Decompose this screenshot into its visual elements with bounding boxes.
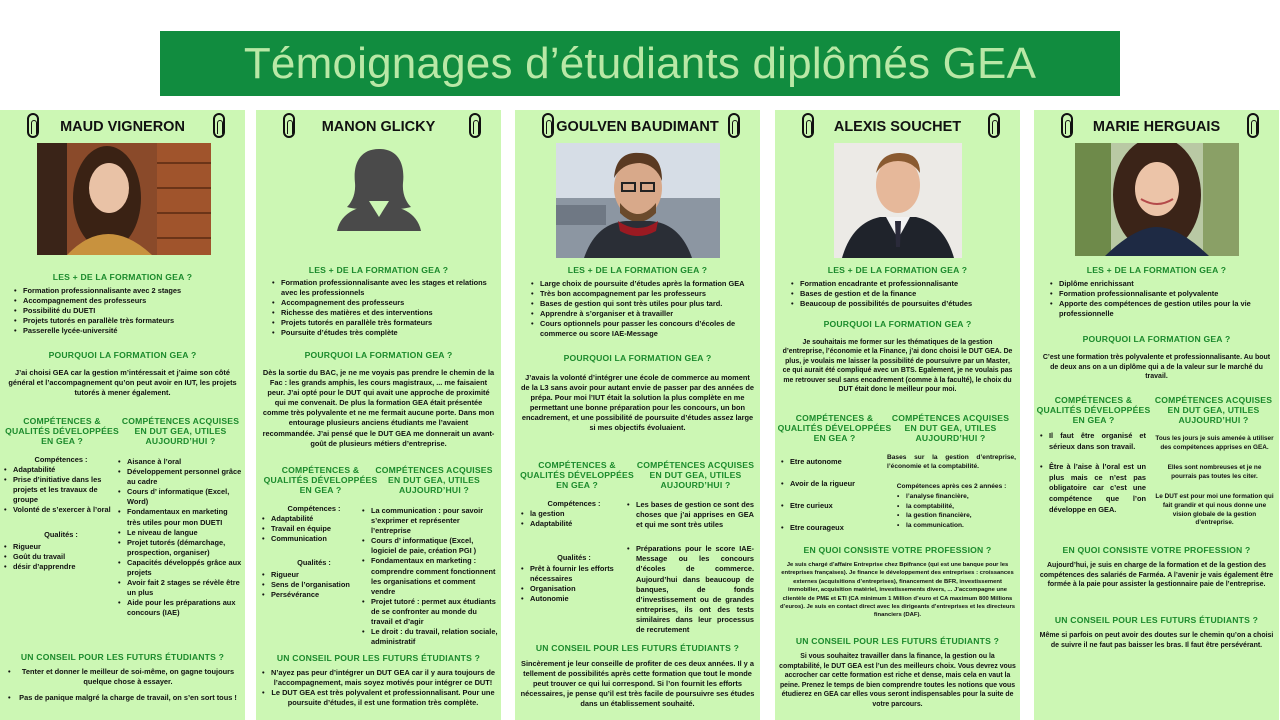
card-header (1034, 110, 1279, 142)
list-item: • Projets tutorés en parallèle très formateurs (14, 316, 237, 326)
competences-list (262, 514, 370, 544)
conseil-title: UN CONSEIL POUR LES FUTURS ÉTUDIANTS ? (1054, 615, 1259, 625)
paperclip-icon (213, 113, 225, 138)
list-item: • Possibilité du DUETI (14, 306, 237, 316)
competences-list (4, 465, 118, 515)
list-item: • Être à l’aise à l’oral est un plus mais ce n’est pas obligatoire car c’est une compétence que l’on développe en GEA. (1040, 462, 1146, 515)
pourquoi-text: C’est une formation très polyvalente et professionnalisante. Au bout de deux ans on a un diplôme qui a de la valeur sur le marché du travail. (1042, 354, 1271, 381)
pourquoi-text: J’avais la volonté d’intégrer une école de commerce au moment de la L3 sans avoir pour autant envie de passer par des années de prépa. Pour moi l’IUT était la solution la plus complète en me permettant une bonne préparation pour les concours, un bon encadrement, et une possibilité de poursuite d’études assez large si mes objectifs évoluaient. (521, 373, 754, 433)
student-photo (556, 143, 720, 258)
list-item: • Organisation (521, 584, 631, 594)
list-item: • Cours optionnels pour passer les concours d’écoles de commerce ou score IAE-Message (531, 319, 754, 339)
list-item: • la comptabilité, (897, 502, 1016, 512)
list-item: • Formation professionnalisante avec les stages et relations avec les professionnels (272, 278, 495, 298)
plus-title: LES + DE LA FORMATION GEA ? (308, 265, 449, 275)
plus-title: LES + DE LA FORMATION GEA ? (1086, 265, 1227, 275)
list-item: • Goût du travail (4, 552, 118, 562)
list-item: • Volonté de s’exercer à l’oral (4, 505, 118, 515)
list-item: • Développement personnel grâce au cadre (118, 467, 243, 487)
student-name: MANON GLICKY (321, 119, 436, 135)
plus-list (1050, 279, 1273, 319)
competences-list (521, 509, 631, 529)
list-item: • Préparations pour le score IAE-Message ou les concours d’écoles de commerce. Aujourd’hui dans beaucoup de banques, de fonds d’investissement ou de grandes entreprises, ils ont des tests similaires dans leur processus de recrutement (627, 544, 754, 635)
comp-dev-title: COMPÉTENCES & QUALITÉS DÉVELOPPÉES EN GEA ? (1036, 395, 1151, 425)
comp-dev-title: COMPÉTENCES & QUALITÉS DÉVELOPPÉES EN GEA ? (263, 465, 378, 495)
testimonial-card-goulven (515, 110, 760, 720)
comp-acq-title: COMPÉTENCES ACQUISES EN DUT GEA, UTILES AUJOURD’HUI ? (1154, 395, 1273, 425)
list-item: • Prise d’initiative dans les projets et les travaux de groupe (4, 475, 118, 505)
list-item: • Aide pour les préparations aux concours (IAE) (118, 598, 243, 618)
list-item: • Le DUT GEA est très polyvalent et professionnalisant. Pour une poursuite d’études, il est une formation très complète. (262, 688, 495, 708)
list-item: • Etre autonome (781, 451, 886, 473)
list-item: • Cours d’ informatique (Excel, logiciel de paie, création PGI ) (362, 536, 499, 556)
list-item: • Apprendre à s’organiser et à travailler (531, 309, 754, 319)
acquises-list (118, 457, 243, 619)
list-item: • Persévérance (262, 590, 370, 600)
list-item: • Il faut être organisé et sérieux dans son travail. (1040, 431, 1146, 452)
pourquoi-title: POURQUOI LA FORMATION GEA ? (563, 353, 712, 363)
student-name: MARIE HERGUAIS (1092, 119, 1221, 135)
list-item: • l’analyse financière, (897, 492, 1016, 502)
list-item: • Beaucoup de possibilités de poursuites d’études (791, 299, 1014, 309)
card-header (515, 110, 760, 142)
conseil-text: Même si parfois on peut avoir des doutes sur le chemin qu’on a choisi de suivre il ne faut pas baisser les bras. Il faut être persévérant. (1039, 632, 1274, 649)
slide-title: Témoignages d’étudiants diplômés GEA (243, 38, 1037, 88)
student-name: GOULVEN BAUDIMANT (556, 119, 719, 135)
comp-acq-title: COMPÉTENCES ACQUISES EN DUT GEA, UTILES AUJOURD’HUI ? (636, 460, 755, 490)
plus-list (272, 278, 495, 339)
competences-list (781, 451, 886, 539)
list-item: • Apporte des compétences de gestion utiles pour la vie professionnelle (1050, 299, 1273, 319)
acquises-list (627, 500, 754, 635)
list-item: • Adaptabilité (4, 465, 118, 475)
plus-title: LES + DE LA FORMATION GEA ? (827, 265, 968, 275)
list-item: • Large choix de poursuite d’études après la formation GEA (531, 279, 754, 289)
paperclip-icon (728, 113, 740, 138)
list-item: • Diplôme enrichissant (1050, 279, 1273, 289)
qualites-label: Qualités : (297, 558, 331, 567)
pourquoi-text: J’ai choisi GEA car la gestion m’intéressait et j’aime son côté général et l’accompagnement qu’on peut avoir en IUT, les projets tutorés à mener également. (8, 368, 237, 398)
list-item: • Passerelle lycée-université (14, 326, 237, 336)
acquises-list (362, 506, 499, 647)
acquises-para: Elles sont nombreuses et je ne pourrais pas toutes les citer. (1167, 464, 1262, 480)
list-item: • Avoir de la rigueur (781, 473, 886, 495)
qualites-list (262, 570, 370, 600)
conseil-text: Si vous souhaitez travailler dans la finance, la gestion ou la comptabilité, le DUT GEA est l’un des meilleurs choix. Vous devrez vous accrocher car cette formation est riche et dense, mais cela en vaut la peine. Prenez le temps de bien comprendre toutes les notions que vous étudierez en GEA car elles vous seront indispensables pour la suite de votre parcours. (779, 653, 1016, 708)
competences-list (1040, 431, 1146, 515)
list-item: • Etre curieux (781, 495, 886, 517)
qualites-list (4, 542, 118, 572)
card-header (775, 110, 1020, 142)
list-item: • Adaptabilité (521, 519, 631, 529)
acquises-para: Tous les jours je suis amenée à utiliser des compétences apprises en GEA. (1155, 435, 1274, 451)
conseil-title: UN CONSEIL POUR LES FUTURS ÉTUDIANTS ? (276, 653, 481, 663)
testimonial-card-maud (0, 110, 245, 720)
comp-dev-title: COMPÉTENCES & QUALITÉS DÉVELOPPÉES EN GEA ? (5, 416, 119, 446)
list-item: • Aisance à l’oral (118, 457, 243, 467)
plus-title: LES + DE LA FORMATION GEA ? (567, 265, 708, 275)
pourquoi-text: Dès la sortie du BAC, je ne me voyais pas prendre le chemin de la Fac : les grands amphis, les cours magistraux, ... me faisaient peur. J’ai opté pour le DUT qui avait une approche de proximité qui me convenait. De plus la formation GEA était présentée comme très polyvalente et ne me fermait aucune porte. Dans mon entourage plusieurs anciens étudiants me l’avaient recommandée. J’ai pensé que le DUT GEA me donnerait un avant-goût de plusieurs métiers d’entreprise. (262, 368, 495, 448)
list-item: • Bases de gestion et de la finance (791, 289, 1014, 299)
list-item: • Richesse des matières et des interventions (272, 308, 495, 318)
list-item: • Prêt à fournir les efforts nécessaires (521, 564, 631, 584)
acquises-label: Compétences après ces 2 années : (896, 483, 1007, 490)
list-item: • Projets tutorés en parallèle très formateurs (272, 318, 495, 328)
qualites-list (521, 564, 631, 604)
card-header (0, 110, 245, 142)
list-item: • Accompagnement des professeurs (14, 296, 237, 306)
list-item: • Autonomie (521, 594, 631, 604)
list-item: • Sens de l’organisation (262, 580, 370, 590)
student-name: MAUD VIGNERON (60, 119, 185, 135)
pourquoi-title: POURQUOI LA FORMATION GEA ? (48, 350, 197, 360)
conseil-list (8, 667, 239, 703)
list-item: • Rigueur (262, 570, 370, 580)
list-item: • Poursuite d’études très complète (272, 328, 495, 338)
list-item: • Les bases de gestion ce sont des choses que j’ai apprises en GEA et qui me sont très utiles (627, 500, 754, 530)
slide-title-bar (160, 31, 1120, 96)
list-item: • N’ayez pas peur d’intégrer un DUT GEA car il y aura toujours de l’accompagnement, mais soyez motivés pour intégrer ce DUT! (262, 668, 495, 688)
list-item: • la communication. (897, 521, 1016, 531)
list-item: • Très bon accompagnement par les professeurs (531, 289, 754, 299)
testimonial-card-manon (256, 110, 501, 720)
list-item: • Projet tutorés (démarchage, prospection, organiser) (118, 538, 243, 558)
conseil-title: UN CONSEIL POUR LES FUTURS ÉTUDIANTS ? (535, 643, 740, 653)
student-name: ALEXIS SOUCHET (833, 119, 962, 135)
comp-dev-title: COMPÉTENCES & QUALITÉS DÉVELOPPÉES EN GEA ? (520, 460, 634, 490)
student-photo (834, 143, 962, 258)
competences-label: Compétences : (287, 504, 341, 513)
profession-text: Aujourd’hui, je suis en charge de la formation et de la gestion des compétences des salariés de Farméa. A l’avenir je vais également être formée à la paie pour assister la gestionnaire paie de l’entreprise. (1039, 562, 1274, 589)
plus-list (14, 286, 237, 336)
list-item: • la gestion (521, 509, 631, 519)
list-item: • Avoir fait 2 stages se révèle être un plus (118, 578, 243, 598)
student-photo (37, 143, 211, 255)
list-item: • Formation encadrante et professionnalisante (791, 279, 1014, 289)
qualites-label: Qualités : (44, 530, 78, 539)
list-item: • Accompagnement des professeurs (272, 298, 495, 308)
profession-text: Je suis chargé d’affaire Entreprise chez Bpifrance (qui est une banque pour les entreprises françaises). Je finance le développement des entreprises : croissances externes (acquisitions d’entreprises), financement de BFR, investissement immobilier, acquisition matériel, investissements divers, ... J’accompagne une clientèle de PME et ETI (CA minimum 1 Million d’euro et CA maximum 800 Millions d’euros). Je suis en contact direct avec les dirigeants d’entreprises et les directeurs financiers (DAF). (779, 562, 1016, 619)
pourquoi-title: POURQUOI LA FORMATION GEA ? (823, 319, 972, 329)
avatar-placeholder-icon (331, 145, 427, 231)
list-item: • La communication : pour savoir s’exprimer et représenter l’entreprise (362, 506, 499, 536)
acquises-para: Le DUT est pour moi une formation qui fait grandir et qui nous donne une vision globale de la gestion d’entreprise. (1155, 493, 1274, 527)
conseil-text: Sincèrement je leur conseille de profiter de ces deux années. Il y a tellement de possibilités après cette formation que tout le monde peut trouver ce qui lui correspond. Si l’on fournit les efforts nécessaires, je pense qu’il est très facile de poursuivre ses études dans un établissement souhaité. (520, 659, 755, 709)
list-item: • Projet tutoré : permet aux étudiants de se confronter au monde du travail et d’agir (362, 597, 499, 627)
list-item: • Capacités développés grâce aux projets (118, 558, 243, 578)
student-photo (1075, 143, 1239, 256)
profession-title: EN QUOI CONSISTE VOTRE PROFESSION ? (803, 545, 992, 555)
list-item: • Le droit : du travail, relation sociale, administratif (362, 627, 499, 647)
pourquoi-text: Je souhaitais me former sur les thématiques de la gestion d’entreprise, l’économie et la Finance, j’ai donc choisi le DUT GEA. De plus, je voulais me laisser la possibilité de poursuivre par un Master, ce qui aurait été compliqué avec un BTS. Egalement, je ne voulais pas me retrouver seul sans encadrement (comme à la faculté), le choix du DUT était donc le meilleur pour moi. (782, 339, 1013, 394)
list-item: • Bases de gestion qui sont très utiles pour plus tard. (531, 299, 754, 309)
acquises-intro: Bases sur la gestion d’entreprise, l’économie et la comptabilité. (887, 454, 1016, 470)
list-item: • Communication (262, 534, 370, 544)
comp-acq-title: COMPÉTENCES ACQUISES EN DUT GEA, UTILES AUJOURD’HUI ? (891, 413, 1010, 443)
plus-title: LES + DE LA FORMATION GEA ? (52, 272, 193, 282)
pourquoi-title: POURQUOI LA FORMATION GEA ? (304, 350, 453, 360)
list-item: • Fondamentaux en marketing très utiles pour mon DUETI (118, 507, 243, 527)
list-item: • Rigueur (4, 542, 118, 552)
pourquoi-title: POURQUOI LA FORMATION GEA ? (1082, 334, 1231, 344)
acquises-list (897, 492, 1016, 530)
qualites-label: Qualités : (557, 553, 591, 562)
comp-acq-title: COMPÉTENCES ACQUISES EN DUT GEA, UTILES AUJOURD’HUI ? (375, 465, 493, 495)
list-item: • Le niveau de langue (118, 528, 243, 538)
list-item: • Pas de panique malgré la charge de travail, on s’en sort tous ! (8, 693, 239, 703)
list-item: • Tenter et donner le meilleur de soi-même, on gagne toujours quelque chose à essayer. (8, 667, 239, 687)
list-item: • Formation professionnalisante avec 2 stages (14, 286, 237, 296)
conseil-list (262, 668, 495, 708)
paperclip-icon (988, 113, 1000, 138)
list-item: • Etre courageux (781, 517, 886, 539)
list-item: • désir d’apprendre (4, 562, 118, 572)
list-item: • Cours d’ informatique (Excel, Word) (118, 487, 243, 507)
conseil-title: UN CONSEIL POUR LES FUTURS ÉTUDIANTS ? (795, 636, 1000, 646)
competences-label: Compétences : (547, 499, 601, 508)
conseil-title: UN CONSEIL POUR LES FUTURS ÉTUDIANTS ? (20, 652, 225, 662)
testimonial-card-marie (1034, 110, 1279, 720)
profession-title: EN QUOI CONSISTE VOTRE PROFESSION ? (1062, 545, 1251, 555)
paperclip-icon (1247, 113, 1259, 138)
paperclip-icon (469, 113, 481, 138)
plus-list (531, 279, 754, 340)
list-item: • Travail en équipe (262, 524, 370, 534)
plus-list (791, 279, 1014, 309)
card-header (256, 110, 501, 142)
list-item: • la gestion financière, (897, 511, 1016, 521)
comp-acq-title: COMPÉTENCES ACQUISES EN DUT GEA, UTILES AUJOURD’HUI ? (121, 416, 240, 446)
competences-label: Compétences : (34, 455, 88, 464)
comp-dev-title: COMPÉTENCES & QUALITÉS DÉVELOPPÉES EN GEA ? (777, 413, 892, 443)
list-item: • Adaptabilité (262, 514, 370, 524)
list-item: • Formation professionnalisante et polyvalente (1050, 289, 1273, 299)
list-item: • Fondamentaux en marketing : comprendre comment fonctionnent les organisations et comment vendre (362, 556, 499, 596)
testimonial-card-alexis (775, 110, 1020, 720)
